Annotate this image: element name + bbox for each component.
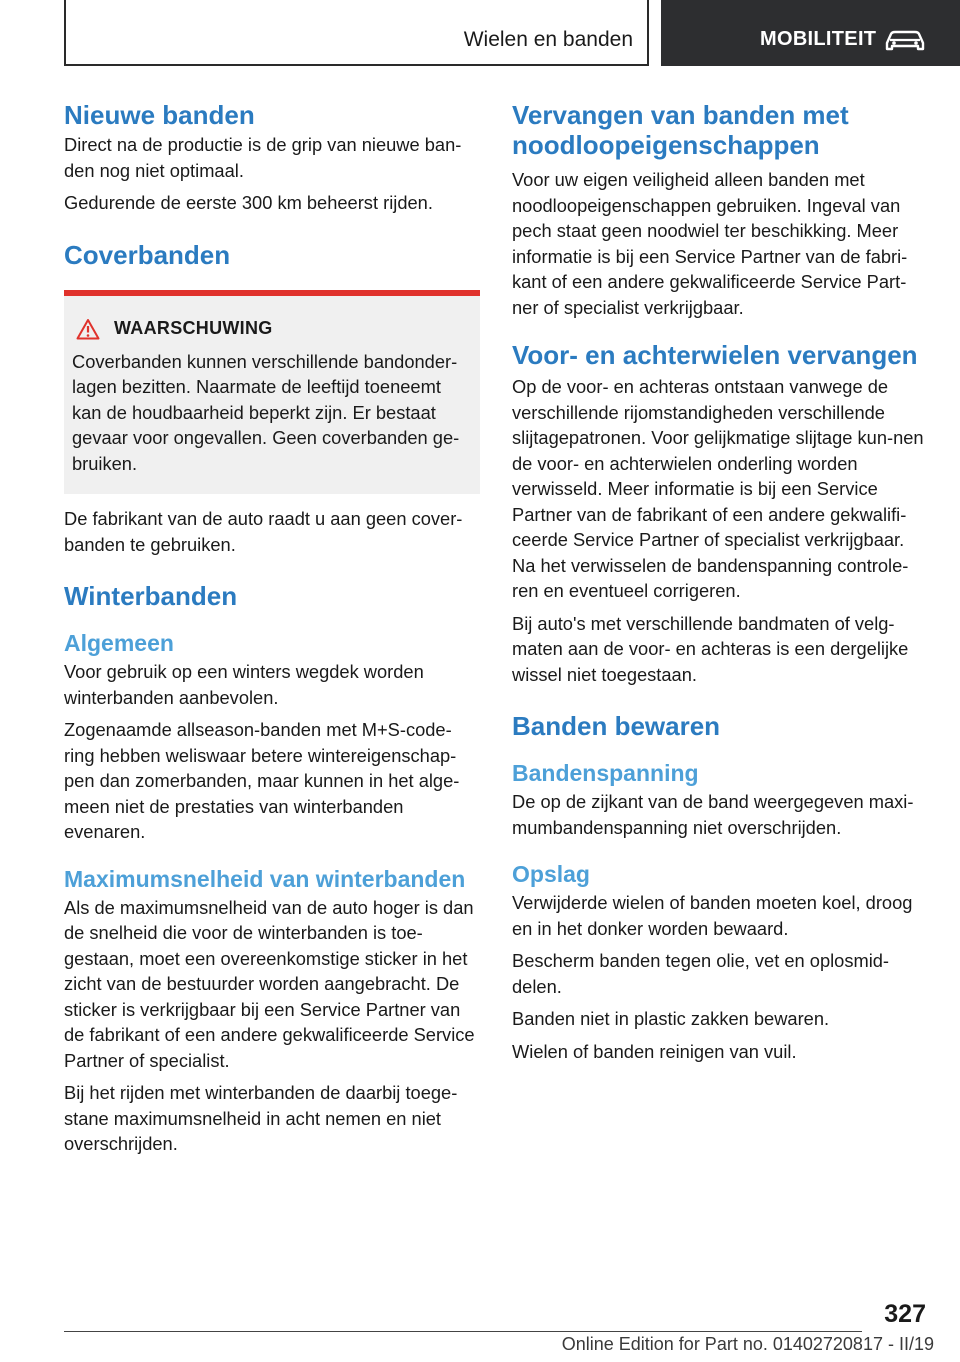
subheading-algemeen: Algemeen [64,630,174,656]
paragraph: Bij auto's met verschillende bandmaten of velg-maten aan de voor- en achteras is een dergelijke wissel niet toegestaan. [512,612,909,685]
warning-triangle-icon [76,318,100,340]
paragraph: Voor gebruik op een winters wegdek worden winterbanden aanbevolen. [64,661,424,708]
paragraph: De fabrikant van de auto raadt u aan geen cover-banden te gebruiken. [64,508,463,555]
subheading-opslag: Opslag [512,861,590,887]
warning-box [64,290,480,495]
header-chapter-title: MOBILITEIT [760,28,877,50]
paragraph: Gedurende de eerste 300 km beheerst rijden. [64,192,433,213]
footer-divider [64,1331,862,1332]
heading-coverbanden: Coverbanden [64,239,231,270]
paragraph: Bescherm banden tegen olie, vet en oplosmid-delen. [512,950,890,997]
paragraph: Direct na de productie is de grip van nieuwe ban-den nog niet optimaal. [64,134,462,181]
subheading-bandenspanning: Bandenspanning [512,760,699,786]
paragraph: Op de voor- en achteras ontstaan vanwege de verschillende rijomstandigheden verschillende slijtagepatronen. Voor gelijkmatige slijtage kun-nen de voor- en achterwielen onderling worden verwisseld. Meer informatie is bij een Service Partner van de fabrikant of een andere gekwalifi-ceerde Service Partner of specialist verkrijgbaar. Na het verwisselen de bandenspanning controle-ren en eventueel corrigeren. [512,376,924,601]
paragraph: Als de maximumsnelheid van de auto hoger is dan de snelheid die voor de winterbanden is toe-gestaan, moet een overeenkomstige sticker in het zicht van de bestuurder worden aangebracht. De sticker is verkrijgbaar bij een Service Partner van de fabrikant of een andere gekwalificeerde Service Partner of specialist. [64,896,475,1071]
header-section-title: Wielen en banden [463,28,633,51]
left-column [64,100,480,1157]
paragraph: Zogenaamde allseason-banden met M+S-code-ring hebben weliswaar betere wintereigenschap-pen dan zomerbanden, maar kunnen in het alge-meen niet de prestaties van winterbanden evenaren. [64,719,460,842]
header-chapter-tab[interactable] [661,0,960,66]
heading-winterbanden: Winterbanden [64,581,238,611]
right-column [512,100,926,1064]
paragraph: Bij het rijden met winterbanden de daarbij toege-stane maximumsnelheid in acht nemen en niet overschrijden. [64,1082,458,1154]
heading-noodloop: Vervangen van banden met noodloopeigenschappen [512,100,849,160]
warning-header [72,318,472,340]
subheading-maximumsnelheid: Maximumsnelheid van winterbanden [64,865,466,892]
heading-wielen-vervangen: Voor- en achterwielen vervangen [512,340,918,370]
car-icon [883,27,927,53]
paragraph: Voor uw eigen veiligheid alleen banden met noodloopeigenschappen gebruiken. Ingeval van pech staat geen noodwiel ter beschikking. Meer informatie is bij een Service Partner van de fabri-kant of een andere gekwalificeerde Service Part-ner of specialist verkrijgbaar. [512,169,908,318]
paragraph: Banden niet in plastic zakken bewaren. [512,1008,830,1029]
footer-edition: Online Edition for Part no. 01402720817 - II/19 [561,1334,934,1354]
paragraph: Verwijderde wielen of banden moeten koel, droog en in het donker worden bewaard. [512,892,913,939]
paragraph: De op de zijkant van de band weergegeven maxi-mumbandenspanning niet overschrijden. [512,791,914,838]
warning-title: WAARSCHUWING [114,318,273,338]
heading-nieuwe-banden: Nieuwe banden [64,100,255,130]
page-number: 327 [884,1300,926,1328]
paragraph: Wielen of banden reinigen van vuil. [512,1040,797,1062]
heading-banden-bewaren: Banden bewaren [512,711,721,741]
header-section-box [64,0,649,66]
warning-text: Coverbanden kunnen verschillende bandonder-lagen bezitten. Naarmate de leeftijd toeneemt kan de houdbaarheid beperkt zijn. Er bestaat gevaar voor ongevallen. Geen coverbanden ge-bruiken. [72,350,460,474]
